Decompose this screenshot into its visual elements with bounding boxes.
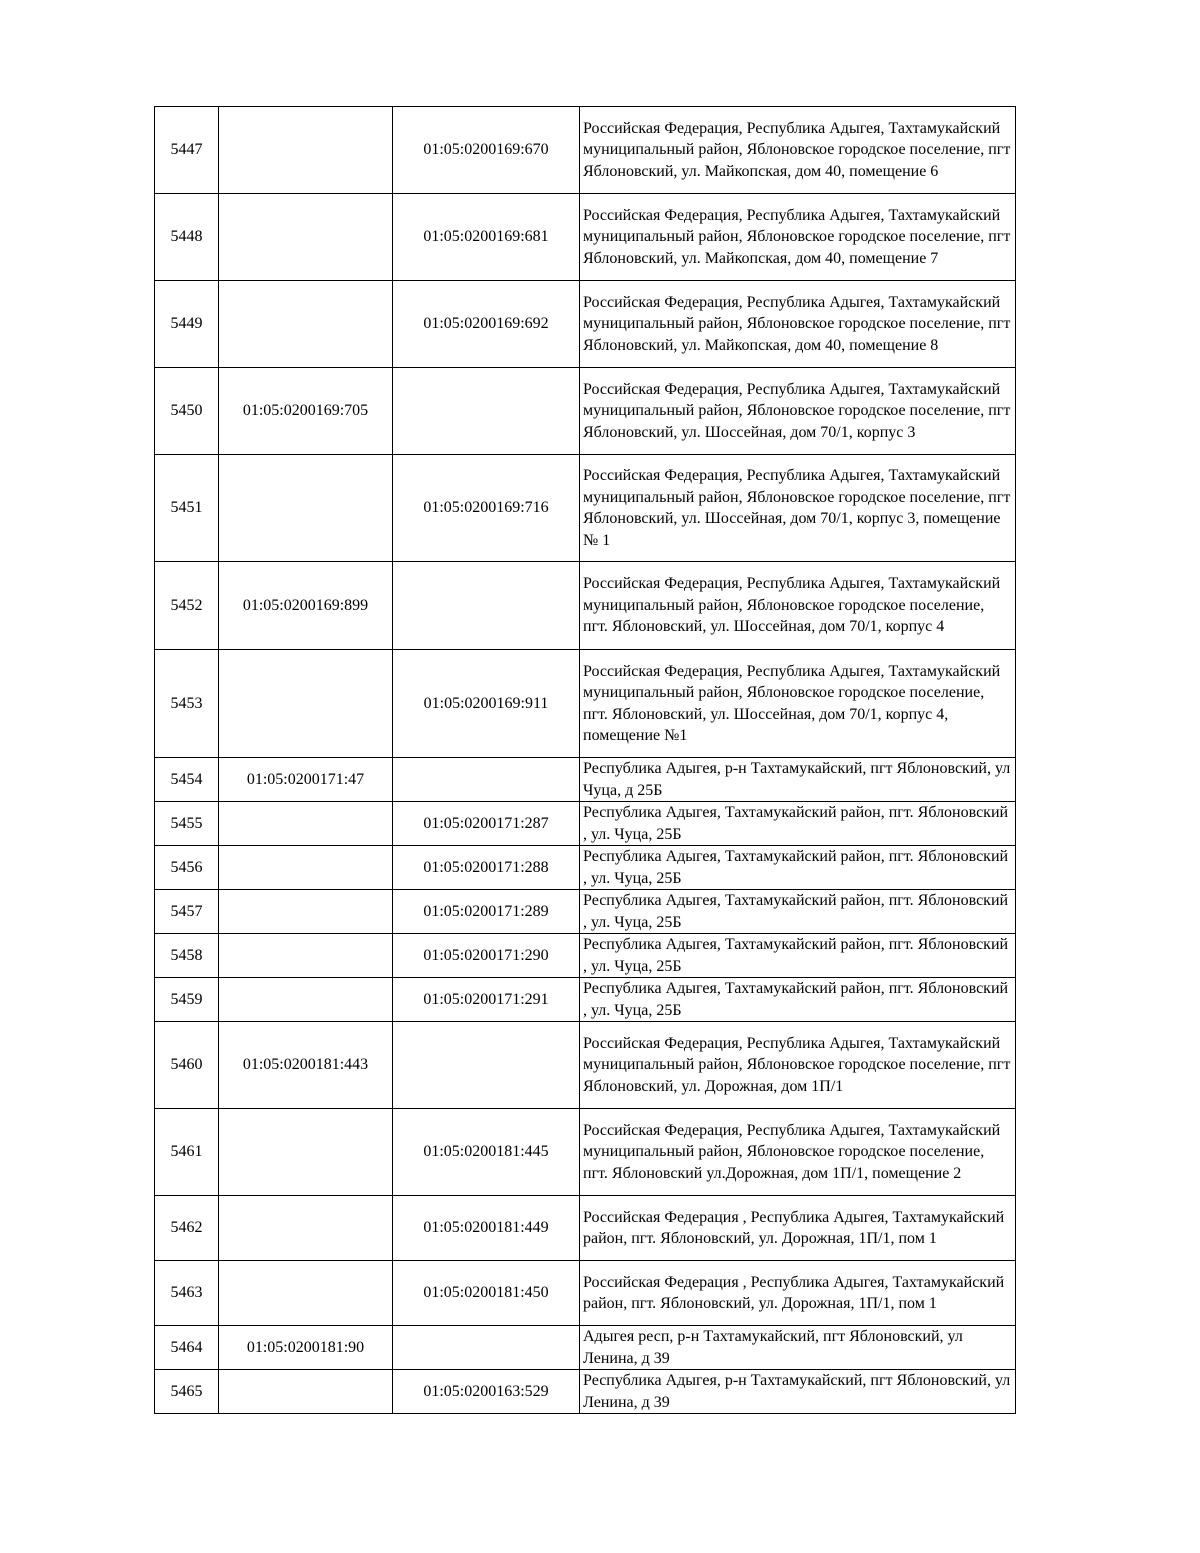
- table-row: [155, 1370, 1016, 1414]
- row-number: 5463: [155, 1261, 219, 1326]
- cadastral-parcel-number: [219, 846, 393, 890]
- address-cell: Российская Федерация , Республика Адыгея, Тахтамукайский район, пгт. Яблоновский, ул. Дорожная, 1П/1, пом 1: [580, 1196, 1016, 1261]
- address-cell: Республика Адыгея, Тахтамукайский район, пгт. Яблоновский , ул. Чуца, 25Б: [580, 802, 1016, 846]
- address-cell: Российская Федерация, Республика Адыгея, Тахтамукайский муниципальный район, Яблоновское городское поселение, пгт Яблоновский, ул. Майкопская, дом 40, помещение 7: [580, 194, 1016, 281]
- cadastral-parcel-number: [219, 934, 393, 978]
- cadastral-object-number: 01:05:0200181:450: [393, 1261, 580, 1326]
- row-number: 5459: [155, 978, 219, 1022]
- address-cell: Республика Адыгея, р-н Тахтамукайский, пгт Яблоновский, ул Чуца, д 25Б: [580, 758, 1016, 802]
- row-number: 5465: [155, 1370, 219, 1414]
- cadastral-parcel-number: [219, 455, 393, 562]
- address-cell: Российская Федерация, Республика Адыгея, Тахтамукайский муниципальный район, Яблоновское городское поселение, пгт Яблоновский, ул. Майкопская, дом 40, помещение 8: [580, 281, 1016, 368]
- row-number: 5448: [155, 194, 219, 281]
- registry-table-body: [155, 107, 1016, 1414]
- cadastral-object-number: [393, 1022, 580, 1109]
- address-cell: Республика Адыгея, Тахтамукайский район, пгт. Яблоновский , ул. Чуца, 25Б: [580, 846, 1016, 890]
- table-row: [155, 281, 1016, 368]
- row-number: 5451: [155, 455, 219, 562]
- cadastral-parcel-number: [219, 650, 393, 758]
- cadastral-parcel-number: [219, 890, 393, 934]
- address-cell: Российская Федерация, Республика Адыгея, Тахтамукайский муниципальный район, Яблоновское городское поселение, пгт Яблоновский, ул. Шоссейная, дом 70/1, корпус 3, помещение № 1: [580, 455, 1016, 562]
- cadastral-object-number: 01:05:0200171:289: [393, 890, 580, 934]
- cadastral-parcel-number: [219, 194, 393, 281]
- table-row: [155, 1109, 1016, 1196]
- cadastral-object-number: [393, 1326, 580, 1370]
- cadastral-parcel-number: [219, 978, 393, 1022]
- cadastral-parcel-number: [219, 1370, 393, 1414]
- cadastral-object-number: 01:05:0200171:288: [393, 846, 580, 890]
- table-row: [155, 194, 1016, 281]
- table-row: [155, 107, 1016, 194]
- table-row: [155, 650, 1016, 758]
- cadastral-parcel-number: [219, 1261, 393, 1326]
- table-row: [155, 1261, 1016, 1326]
- row-number: 5452: [155, 562, 219, 650]
- cadastral-parcel-number: [219, 107, 393, 194]
- cadastral-object-number: 01:05:0200169:911: [393, 650, 580, 758]
- cadastral-object-number: 01:05:0200171:291: [393, 978, 580, 1022]
- cadastral-object-number: 01:05:0200171:290: [393, 934, 580, 978]
- cadastral-object-number: 01:05:0200169:692: [393, 281, 580, 368]
- cadastral-parcel-number: 01:05:0200169:899: [219, 562, 393, 650]
- table-row: [155, 455, 1016, 562]
- cadastral-parcel-number: 01:05:0200181:443: [219, 1022, 393, 1109]
- address-cell: Российская Федерация, Республика Адыгея, Тахтамукайский муниципальный район, Яблоновское городское поселение, пгт. Яблоновский, ул. Шоссейная, дом 70/1, корпус 4: [580, 562, 1016, 650]
- address-cell: Республика Адыгея, р-н Тахтамукайский, пгт Яблоновский, ул Ленина, д 39: [580, 1370, 1016, 1414]
- row-number: 5458: [155, 934, 219, 978]
- cadastral-object-number: 01:05:0200171:287: [393, 802, 580, 846]
- table-row: [155, 1326, 1016, 1370]
- table-row: [155, 562, 1016, 650]
- cadastral-object-number: 01:05:0200163:529: [393, 1370, 580, 1414]
- row-number: 5450: [155, 368, 219, 455]
- address-cell: Российская Федерация, Республика Адыгея, Тахтамукайский муниципальный район, Яблоновское городское поселение, пгт Яблоновский, ул. Шоссейная, дом 70/1, корпус 3: [580, 368, 1016, 455]
- row-number: 5456: [155, 846, 219, 890]
- cadastral-object-number: 01:05:0200181:449: [393, 1196, 580, 1261]
- row-number: 5457: [155, 890, 219, 934]
- row-number: 5462: [155, 1196, 219, 1261]
- cadastral-object-number: 01:05:0200169:670: [393, 107, 580, 194]
- registry-table: [154, 106, 1016, 1414]
- cadastral-object-number: [393, 758, 580, 802]
- table-row: [155, 368, 1016, 455]
- address-cell: Российская Федерация, Республика Адыгея, Тахтамукайский муниципальный район, Яблоновское городское поселение, пгт Яблоновский, ул. Майкопская, дом 40, помещение 6: [580, 107, 1016, 194]
- table-row: [155, 846, 1016, 890]
- row-number: 5454: [155, 758, 219, 802]
- row-number: 5453: [155, 650, 219, 758]
- address-cell: Российская Федерация , Республика Адыгея, Тахтамукайский район, пгт. Яблоновский, ул. Дорожная, 1П/1, пом 1: [580, 1261, 1016, 1326]
- address-cell: Российская Федерация, Республика Адыгея, Тахтамукайский муниципальный район, Яблоновское городское поселение, пгт. Яблоновский ул.Дорожная, дом 1П/1, помещение 2: [580, 1109, 1016, 1196]
- address-cell: Адыгея респ, р-н Тахтамукайский, пгт Яблоновский, ул Ленина, д 39: [580, 1326, 1016, 1370]
- cadastral-parcel-number: 01:05:0200169:705: [219, 368, 393, 455]
- table-row: [155, 758, 1016, 802]
- cadastral-parcel-number: [219, 802, 393, 846]
- table-row: [155, 890, 1016, 934]
- cadastral-object-number: [393, 368, 580, 455]
- row-number: 5464: [155, 1326, 219, 1370]
- address-cell: Российская Федерация, Республика Адыгея, Тахтамукайский муниципальный район, Яблоновское городское поселение, пгт. Яблоновский, ул. Шоссейная, дом 70/1, корпус 4, помещение №1: [580, 650, 1016, 758]
- cadastral-object-number: [393, 562, 580, 650]
- row-number: 5449: [155, 281, 219, 368]
- table-row: [155, 1022, 1016, 1109]
- cadastral-object-number: 01:05:0200169:681: [393, 194, 580, 281]
- table-row: [155, 1196, 1016, 1261]
- row-number: 5447: [155, 107, 219, 194]
- cadastral-object-number: 01:05:0200169:716: [393, 455, 580, 562]
- row-number: 5461: [155, 1109, 219, 1196]
- table-row: [155, 802, 1016, 846]
- address-cell: Республика Адыгея, Тахтамукайский район, пгт. Яблоновский , ул. Чуца, 25Б: [580, 978, 1016, 1022]
- cadastral-parcel-number: [219, 1196, 393, 1261]
- cadastral-parcel-number: [219, 281, 393, 368]
- table-row: [155, 934, 1016, 978]
- address-cell: Республика Адыгея, Тахтамукайский район, пгт. Яблоновский , ул. Чуца, 25Б: [580, 934, 1016, 978]
- cadastral-parcel-number: [219, 1109, 393, 1196]
- address-cell: Российская Федерация, Республика Адыгея, Тахтамукайский муниципальный район, Яблоновское городское поселение, пгт Яблоновский, ул. Дорожная, дом 1П/1: [580, 1022, 1016, 1109]
- address-cell: Республика Адыгея, Тахтамукайский район, пгт. Яблоновский , ул. Чуца, 25Б: [580, 890, 1016, 934]
- table-row: [155, 978, 1016, 1022]
- row-number: 5455: [155, 802, 219, 846]
- row-number: 5460: [155, 1022, 219, 1109]
- cadastral-parcel-number: 01:05:0200171:47: [219, 758, 393, 802]
- cadastral-parcel-number: 01:05:0200181:90: [219, 1326, 393, 1370]
- cadastral-object-number: 01:05:0200181:445: [393, 1109, 580, 1196]
